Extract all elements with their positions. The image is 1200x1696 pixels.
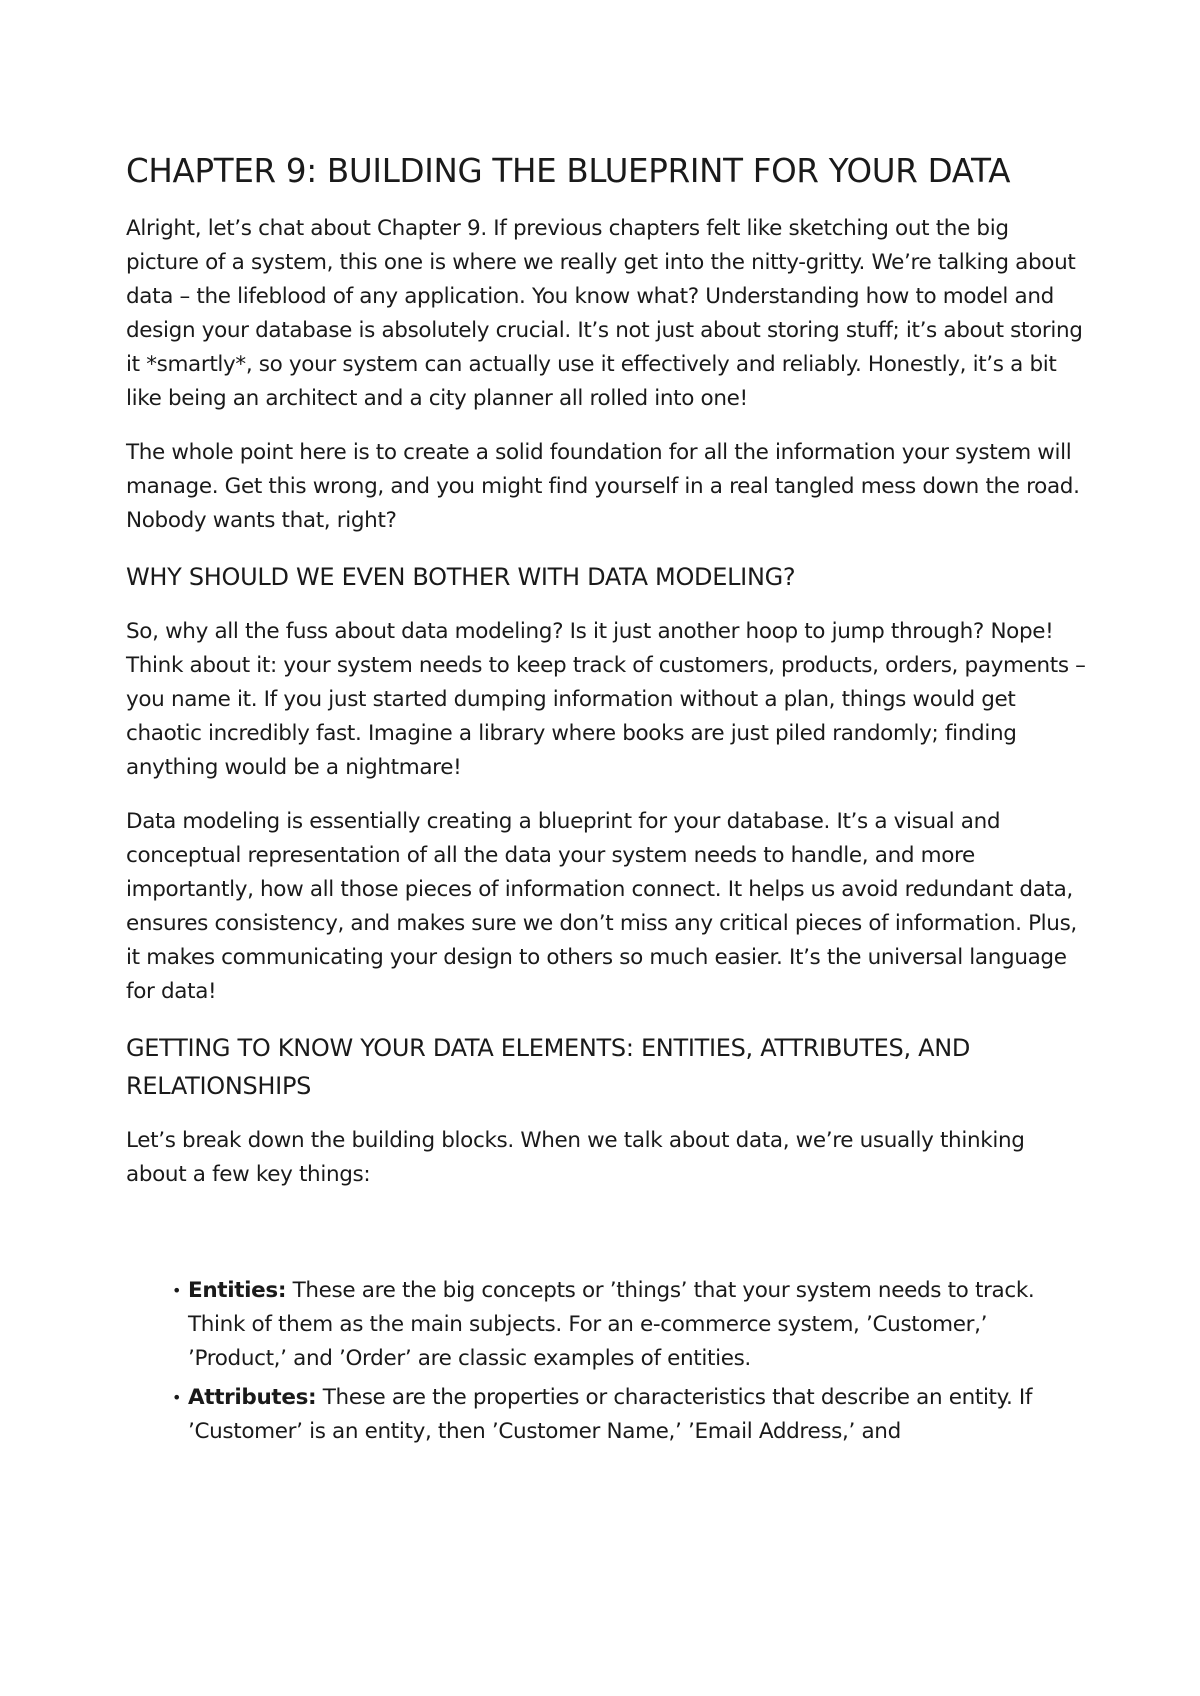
data-elements-list [126, 1274, 1086, 1449]
list-item-entities [172, 1274, 1086, 1376]
list-item-attributes [172, 1381, 1086, 1449]
section2-paragraph: Let’s break down the building blocks. When we talk about data, we’re usually thinking about a few key things: [126, 1128, 1025, 1187]
section1-paragraph-1: So, why all the fuss about data modeling? Is it just another hoop to jump through? Nope! Think about it: your system needs to keep track of customers, products, orders, payments – you name it. If you just started dumping information without a plan, things would get chaotic incredibly fast. Imagine a library where books are just piled randomly; finding anything would be a nightmare! [126, 619, 1086, 780]
bullet-icon: • [172, 1388, 182, 1407]
list-item-term: Entities: [188, 1278, 287, 1303]
chapter-title: CHAPTER 9: BUILDING THE BLUEPRINT FOR YOUR DATA [126, 152, 1011, 190]
list-item-text: These are the big concepts or ’things’ that your system needs to track. Think of them as the main subjects. For an e-commerce system, ’Customer,’ ’Product,’ and ’Order’ are classic examples of entities. [188, 1278, 1035, 1371]
list-item-text: These are the properties or characteristics that describe an entity. If ’Customer’ is an entity, then ’Customer Name,’ ’Email Address,’ and [188, 1385, 1033, 1444]
section-heading-why-data-modeling: WHY SHOULD WE EVEN BOTHER WITH DATA MODELING? [126, 563, 796, 591]
bullet-icon: • [172, 1281, 182, 1300]
list-item-term: Attributes: [188, 1385, 317, 1410]
section-heading-data-elements: GETTING TO KNOW YOUR DATA ELEMENTS: ENTITIES, ATTRIBUTES, AND RELATIONSHIPS [126, 1034, 971, 1100]
document-page [126, 150, 1086, 1454]
section1-paragraph-2: Data modeling is essentially creating a blueprint for your database. It’s a visual and conceptual representation of all the data your system needs to handle, and more importantly, how all those pieces of information connect. It helps us avoid redundant data, ensures consistency, and makes sure we don’t miss any critical pieces of information. Plus, it makes communicating your design to others so much easier. It’s the universal language for data! [126, 809, 1077, 1004]
intro-paragraph-1: Alright, let’s chat about Chapter 9. If previous chapters felt like sketching out the big picture of a system, this one is where we really get into the nitty-gritty. We’re talking about data – the lifeblood of any application. You know what? Understanding how to model and design your database is absolutely crucial. It’s not just about storing stuff; it’s about storing it *smartly*, so your system can actually use it effectively and reliably. Honestly, it’s a bit like being an architect and a city planner all rolled into one! [126, 216, 1083, 411]
list-spacer [126, 1212, 1086, 1274]
intro-paragraph-2: The whole point here is to create a solid foundation for all the information your system will manage. Get this wrong, and you might find yourself in a real tangled mess down the road. Nobody wants that, right? [126, 440, 1080, 533]
